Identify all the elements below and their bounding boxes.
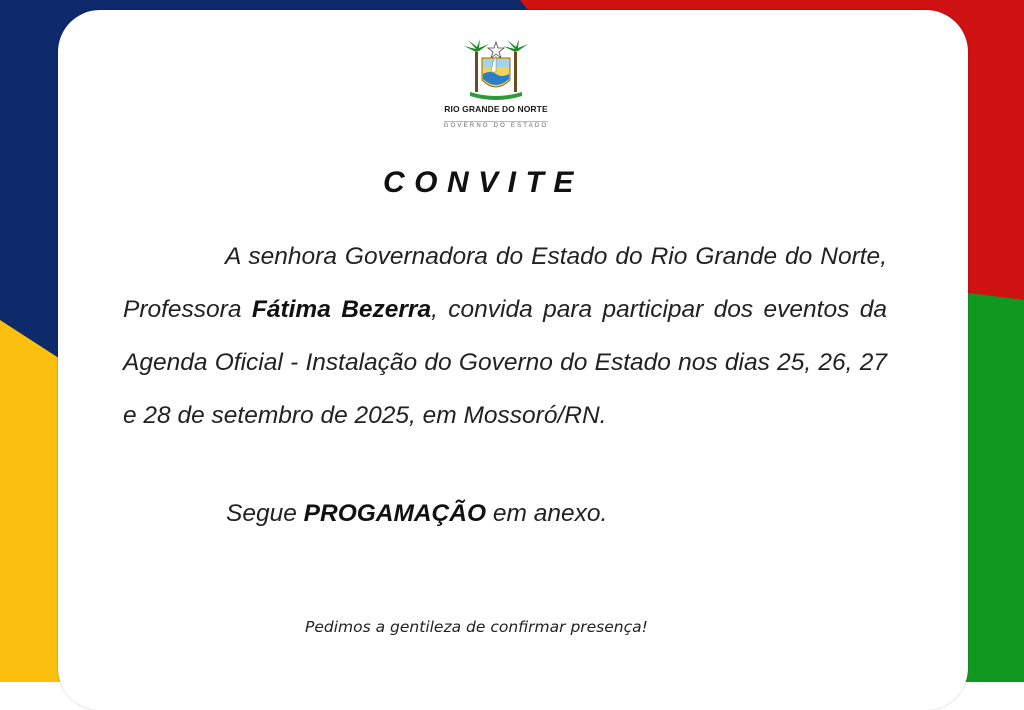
annex-programacao: PROGAMAÇÃO xyxy=(303,500,487,527)
logo-state-name: RIO GRANDE DO NORTE xyxy=(444,104,548,114)
invitation-text-part1: A senhora Governadora do Estado do Rio Grande do Norte, Professora xyxy=(123,243,887,323)
confirmation-request: Pedimos a gentileza de confirmar presença! xyxy=(305,618,648,636)
state-logo xyxy=(440,38,552,128)
annex-note xyxy=(226,500,607,528)
invitation-text-part2: , convida para participar dos eventos da Agenda Oficial - Instalação do Governo do Estado nos dias 25, 26, 27 e 28 de setembro de 2025, em Mossoró/RN. xyxy=(123,296,887,429)
annex-suffix: em anexo. xyxy=(486,500,608,527)
governor-name: Fátima Bezerra xyxy=(251,296,432,323)
logo-government-label: GOVERNO DO ESTADO xyxy=(443,123,549,129)
annex-prefix: Segue xyxy=(226,500,304,527)
page-title: CONVITE xyxy=(383,166,583,199)
invitation-paragraph xyxy=(123,230,887,442)
coat-of-arms-icon xyxy=(460,38,532,102)
